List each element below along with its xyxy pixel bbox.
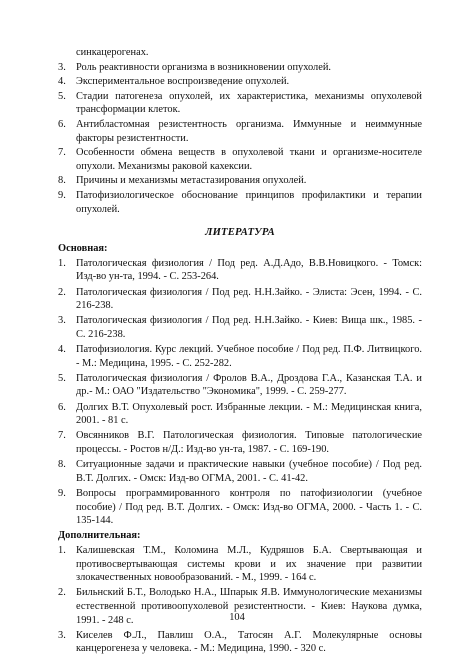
question-item-text: Стадии патогенеза опухолей, их характеристика, механизмы опухолевой трансформации клеток. [76, 90, 422, 116]
reference-item [58, 343, 422, 370]
question-item-text: Особенности обмена веществ в опухолевой ткани и организме-носителе опухоли. Механизмы раковой кахексии. [76, 147, 422, 172]
question-item [58, 75, 422, 89]
reference-item-number: 1. [58, 257, 66, 269]
reference-item-number: 7. [58, 430, 66, 442]
question-item-text: Роль реактивности организма в возникновении опухолей. [76, 61, 332, 73]
reference-item [58, 458, 422, 485]
reference-item-text: Патофизиология. Курс лекций. Учебное пособие / Под ред. П.Ф. Литвицкого. - М.: Медицина, 1995. - С. 252-282. [76, 344, 422, 369]
reference-item [58, 629, 422, 656]
additional-literature-heading: Дополнительная: [58, 530, 141, 542]
question-item-text: Антибластомная резистентность организма. Иммунные и неиммунные факторы резистентности. [76, 118, 422, 144]
question-item-number: 4. [58, 76, 66, 88]
reference-item [58, 314, 422, 341]
literature-heading: ЛИТЕРАТУРА [205, 227, 275, 239]
reference-item-number: 6. [58, 401, 66, 413]
question-item-text: Причины и механизмы метастазирования опухолей. [76, 175, 307, 187]
question-item-number: 8. [58, 175, 66, 187]
reference-item-text: Патологическая физиология / Под ред. А.Д.Адо, В.В.Новицкого. - Томск: Изд-во ун-та, 1994. - С. 253-264. [76, 257, 422, 283]
reference-item-number: 4. [58, 344, 66, 356]
reference-item-number: 2. [58, 286, 66, 298]
question-item-number: 6. [58, 118, 66, 130]
question-item-number: 5. [58, 90, 66, 102]
reference-item [58, 286, 422, 313]
reference-item [58, 372, 422, 399]
reference-item-number: 5. [58, 372, 66, 384]
question-item-text: Экспериментальное воспроизведение опухолей. [76, 76, 290, 88]
reference-item-text: Калишевская Т.М., Коломина М.Л., Кудряшов Б.А. Свертывающая и противосвертывающая системы крови и их значение при развитии злокачественных новообразований. - М., 1999. - 164 с. [76, 544, 422, 584]
additional-reference-list [58, 544, 422, 656]
question-item-number: 3. [58, 61, 66, 73]
reference-item-text: Вопросы программированного контроля по патофизиологии (учебное пособие) / Под ред. В.Т. Долгих. - Омск: Изд-во ОГМА, 2000. - Часть 1. - С. 135-144. [76, 487, 422, 527]
reference-item-number: 3. [58, 315, 66, 327]
reference-item-text: Ситуационные задачи и практические навыки (учебное пособие) / Под ред. В.Т. Долгих. - Омск: Изд-во ОГМА, 2001. - С. 41-42. [76, 459, 422, 484]
question-item [58, 118, 422, 145]
page-number: 104 [229, 612, 245, 623]
question-list [58, 61, 422, 217]
main-literature-heading: Основная: [58, 243, 108, 255]
reference-item-number: 8. [58, 459, 66, 471]
reference-item-text: Овсянников В.Г. Патологическая физиология. Типовые патологические процессы. - Ростов н/Д.: Изд-во ун-та, 1987. - С. 169-190. [76, 430, 422, 455]
reference-item [58, 487, 422, 528]
question-item-number: 9. [58, 189, 66, 201]
reference-item [58, 544, 422, 585]
question-item [58, 90, 422, 117]
question-item [58, 189, 422, 216]
reference-item-number: 2. [58, 587, 66, 599]
continuation-text: синкацерогенах. [76, 47, 149, 58]
reference-item-text: Бильнский Б.Т., Володько Н.А., Шпарык Я.В. Иммунологические механизмы естественной противоопухолевой резистентности. - Киев: Наукова думка, 1991. - 248 с. [76, 587, 422, 626]
reference-item [58, 401, 422, 428]
question-item [58, 61, 422, 75]
reference-item-text: Патологическая физиология / Под ред. Н.Н.Зайко. - Элиста: Эсен, 1994. - С. 216-238. [76, 286, 422, 312]
reference-item-number: 9. [58, 487, 66, 499]
question-item-text: Патофизиологическое обоснование принципов профилактики и терапии опухолей. [76, 189, 422, 215]
question-item-number: 7. [58, 147, 66, 159]
question-item [58, 174, 422, 188]
reference-item-text: Патологическая физиология / Фролов В.А., Дроздова Г.А., Казанская Т.А. и др.- М.: ОАО "Издательство "Экономика", 1999. - С. 259-277. [76, 372, 422, 398]
reference-item-text: Патологическая физиология / Под ред. Н.Н.Зайко. - Киев: Вища шк., 1985. - С. 216-238. [76, 315, 422, 340]
reference-item [58, 257, 422, 284]
reference-item-number: 3. [58, 629, 66, 641]
reference-item [58, 429, 422, 456]
reference-item-number: 1. [58, 544, 66, 556]
main-reference-list [58, 257, 422, 528]
reference-item-text: Долгих В.Т. Опухолевый рост. Избранные лекции. - М.: Медицинская книга, 2001. - 81 с. [76, 401, 422, 427]
reference-item-text: Киселев Ф.Л., Павлиш О.А., Татосян А.Г. Молекулярные основы канцерогенеза у человека. - М.: Медицина, 1990. - 320 с. [76, 629, 422, 655]
question-item [58, 146, 422, 173]
